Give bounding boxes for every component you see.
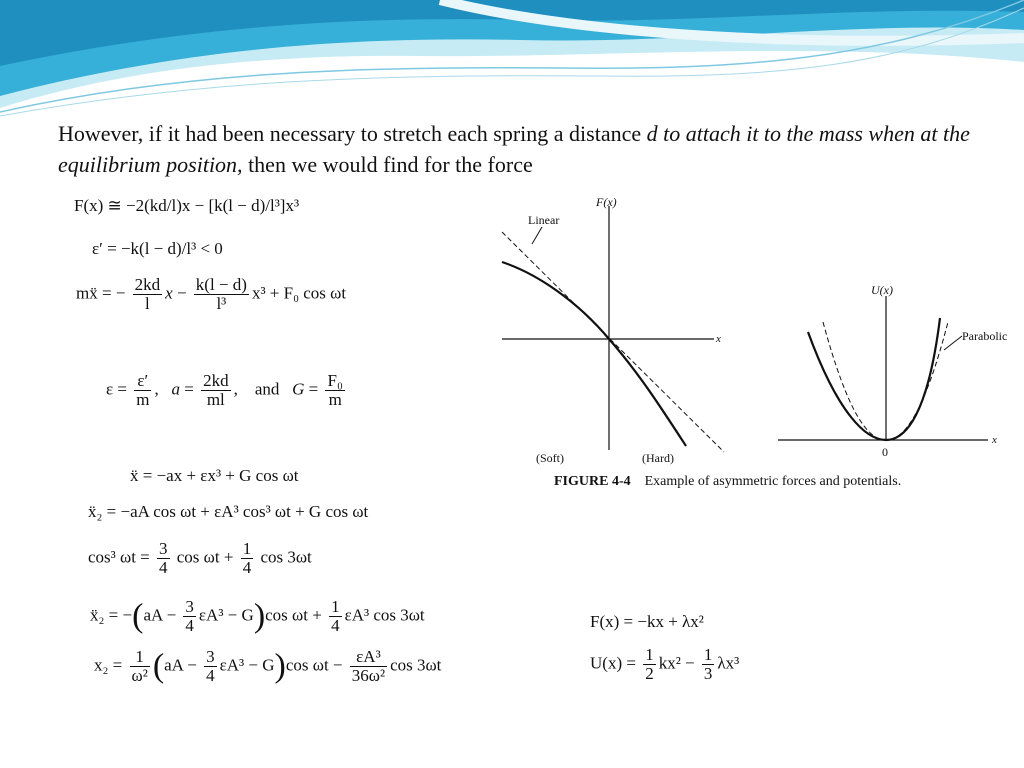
soft-label: (Soft): [536, 451, 564, 465]
force-quadratic-equation: F(x) = −kx + λx²: [590, 612, 704, 631]
left-ylabel: F(x): [596, 195, 617, 209]
motion-frac-2: $\frac{k(l - d)}{\text{l³}}$: [195, 275, 247, 313]
potential-equation: [590, 646, 739, 683]
duffing-equation: ẍ = −ax + εx³ + G cos ωt: [130, 466, 299, 485]
x2f-end: εA³ cos 3ωt: [344, 605, 425, 625]
cos-cubed-end: cos 3ωt: [260, 547, 312, 567]
motion-equation: mẍ = − $\frac{2kd}{l}$ x − $\frac{k(l - d)}{\text{l³}}$ x³ + F₀ cos ωt: [76, 275, 347, 313]
x2f-lhs: ẍ₂ = −: [90, 605, 133, 625]
a-frac: $\frac{2kd}{ml}$: [203, 371, 229, 409]
cos-frac-1: $\frac{3}{4}$: [159, 539, 168, 577]
x2-ddot-equation: ẍ₂ = −aA cos ωt + εA³ cos³ ωt + G cos ωt: [88, 502, 369, 521]
caption-number: FIGURE 4-4: [554, 474, 631, 489]
x2-solution-equation: x₂ = $\frac{1}{\text{ω²}}$ (aA − $\frac{3}{4}$ εA³ − G)cos ωt − $\frac{\text{εA³}}{\text{36ω²}}$ cos 3ωt: [94, 647, 442, 685]
x2-prefactor-frac: $\frac{1}{\text{ω²}}$: [131, 647, 148, 685]
x2-part1: aA −: [164, 655, 197, 675]
figure-4-4: [488, 184, 1024, 500]
intro-paragraph: [58, 118, 978, 180]
g-frac: $\frac{\text{F₀}}{m}$: [327, 371, 343, 409]
x2-frac-1: $\frac{3}{4}$: [206, 647, 215, 685]
x2f-part1b: εA³ − G: [198, 605, 254, 625]
motion-lhs: mẍ =: [76, 283, 112, 303]
x2-frac-2: $\frac{\text{εA³}}{\text{36ω²}}$: [351, 647, 386, 685]
origin-label: 0: [882, 445, 888, 459]
cos-cubed-equation: [88, 540, 312, 577]
cos-frac-2: $\frac{1}{4}$: [242, 539, 252, 577]
eps-prime-equation: ε′ = −k(l − d)/l³ < 0: [92, 239, 223, 258]
definitions-equation: ε = $\frac{\varepsilon'}{m}$ , a = $\frac{2kd}{ml}$ , and G = $\frac{\text{F₀}}{m}$: [106, 372, 348, 409]
potential-lhs: U(x) =: [590, 653, 636, 673]
and-word: and: [254, 379, 280, 399]
right-xlabel: x: [992, 434, 997, 446]
cos-cubed-mid: cos ωt +: [176, 547, 234, 567]
x2-ddot-full-equation: ẍ₂ = −(aA − $\frac{3}{4}$ εA³ − G)cos ωt + $\frac{1}{4}$ εA³ cos 3ωt: [90, 597, 425, 635]
x2f-frac-2: $\frac{1}{4}$: [331, 597, 340, 635]
linear-label: Linear: [528, 213, 560, 227]
right-ylabel: U(x): [871, 283, 893, 297]
figure-caption: [554, 474, 901, 490]
intro-text-italic: d to attach it to the mass when at the equilibrium position,: [58, 121, 970, 177]
x2f-part2: cos ωt +: [265, 605, 322, 625]
x2-end: cos 3ωt: [390, 655, 442, 675]
caption-text: Example of asymmetric forces and potentials.: [644, 474, 902, 489]
eps-frac: $\frac{\varepsilon'}{m}$: [136, 371, 150, 409]
x2f-frac-1: $\frac{3}{4}$: [185, 597, 194, 635]
x2f-part1: aA −: [143, 605, 177, 625]
x2-part1b: εA³ − G: [219, 655, 275, 675]
intro-text-1: However, if it had been necessary to stretch each spring a distance: [58, 121, 647, 146]
parabolic-label: Parabolic: [962, 329, 1008, 343]
cos-cubed-lhs: cos³ ωt =: [88, 547, 150, 567]
pot-frac-1: $\frac{1}{2}$: [645, 645, 654, 683]
motion-rest: x³ + F₀ cos ωt: [251, 283, 347, 303]
x2-part2: cos ωt −: [285, 655, 343, 675]
header-wave-decoration: [0, 0, 1024, 120]
potential-end: λx³: [717, 653, 740, 673]
left-xlabel: x: [716, 333, 721, 345]
hard-label: (Hard): [642, 451, 674, 465]
force-equation: F(x) ≅ −2(kd/l)x − [k(l − d)/l³]x³: [74, 196, 300, 215]
motion-frac-1: $\frac{2kd}{l}$: [134, 275, 161, 313]
pot-frac-2: $\frac{1}{3}$: [703, 645, 713, 683]
intro-text-2: then we would find for the force: [242, 152, 533, 177]
x2-lhs: x₂ =: [94, 655, 123, 675]
figure-background: [488, 184, 1024, 500]
potential-mid: kx² −: [658, 653, 695, 673]
